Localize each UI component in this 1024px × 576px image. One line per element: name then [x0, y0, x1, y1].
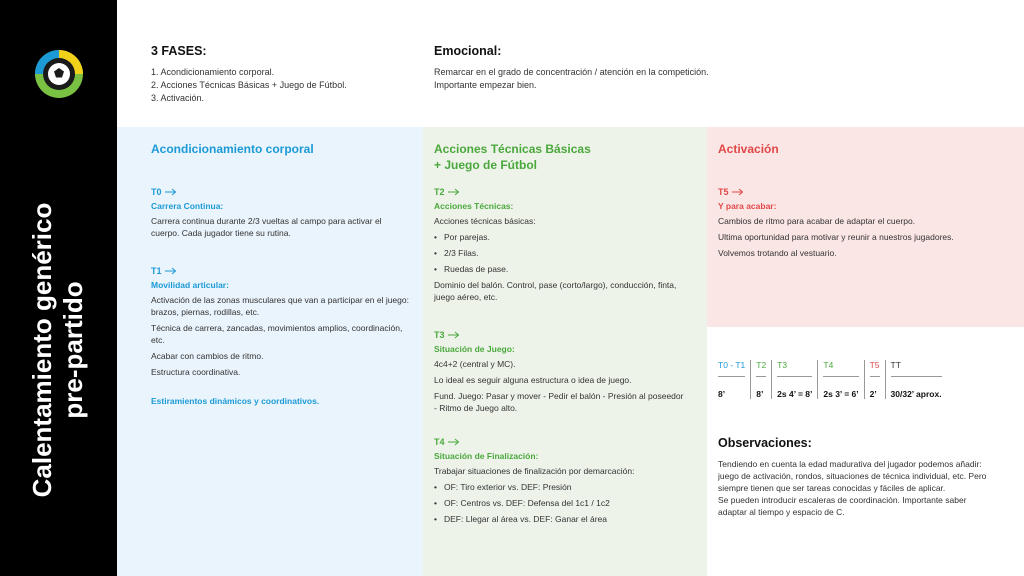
section-subtitle: Carrera Continua: [151, 201, 224, 211]
time-value: 2’ [869, 389, 877, 399]
arrow-right-icon [165, 267, 177, 275]
arrow-right-icon [165, 188, 177, 196]
section-text: Dominio del balón. Control, pase (corto/largo), conducción, finta, juego aéreo, etc. [434, 280, 677, 302]
time-header: T3 [777, 360, 812, 377]
time-column [718, 360, 750, 399]
section-text: Trabajar situaciones de finalización por demarcación: [434, 466, 635, 476]
column-title-line: + Juego de Fútbol [434, 158, 538, 172]
list-item: • DEF: Llegar al área vs. DEF: Ganar el área [434, 513, 694, 525]
observaciones-text [718, 458, 988, 518]
section-subtitle: Movilidad articular: [151, 280, 229, 290]
time-column [771, 360, 817, 399]
time-column [750, 360, 771, 399]
fases-list [151, 66, 347, 105]
tag-label: T0 [151, 187, 162, 197]
section-text: Estructura coordinativa. [151, 367, 241, 377]
tag-label: T2 [434, 187, 445, 197]
time-header: T4 [823, 360, 858, 377]
arrow-right-icon [732, 188, 744, 196]
section-subtitle: Acciones Técnicas: [434, 201, 514, 211]
bullet-list [434, 231, 684, 275]
time-column [864, 360, 885, 399]
section-subtitle: Situación de Finalización: [434, 451, 539, 461]
tag-t0 [151, 187, 409, 197]
emocional-line: Remarcar en el grado de concentración / atención en la competición. [434, 67, 709, 77]
arrow-right-icon [448, 331, 460, 339]
emocional-line: Importante empezar bien. [434, 80, 537, 90]
arrow-right-icon [448, 188, 460, 196]
section-text: Carrera continua durante 2/3 vueltas al campo para activar el cuerpo. Cada jugador tiene su rutina. [151, 216, 382, 238]
time-value: 8’ [718, 389, 726, 399]
section-text: 4c4+2 (central y MC). [434, 359, 516, 369]
section-text: Fund. Juego: Pasar y mover - Pedir el balón - Presión al poseedor - Ritmo de Juego alto. [434, 391, 684, 413]
fase-item: 3. Activación. [151, 93, 205, 103]
fase-item: 2. Acciones Técnicas Básicas + Juego de Fútbol. [151, 80, 347, 90]
time-value: 2s 4’ = 8’ [777, 389, 813, 399]
column-acondicionamiento [117, 127, 423, 576]
column-title [434, 141, 591, 173]
list-item: • OF: Centros vs. DEF: Defensa del 1c1 / 1c2 [434, 497, 694, 509]
bullet-list [434, 481, 694, 525]
list-item: • OF: Tiro exterior vs. DEF: Presión [434, 481, 694, 493]
section-text: Volvemos trotando al vestuario. [718, 248, 837, 258]
section-subtitle: Situación de Juego: [434, 344, 515, 354]
section-text: Cambios de ritmo para acabar de adaptar el cuerpo. [718, 216, 916, 226]
section-text: Ultima oportunidad para motivar y reunir a nuestros jugadores. [718, 232, 954, 242]
intro-section [117, 0, 1024, 127]
time-value: 30/32’ aprox. [890, 389, 942, 399]
column-acciones-tecnicas [423, 127, 707, 576]
column-title: Activación [718, 142, 779, 156]
section-t2 [434, 187, 684, 303]
time-header: TT [891, 360, 942, 377]
time-header: T2 [756, 360, 766, 377]
section-t0 [151, 187, 409, 239]
tag-t1 [151, 266, 409, 276]
time-value: 2s 3’ = 6’ [823, 389, 859, 399]
section-t3 [434, 330, 684, 414]
column-title: Acondicionamiento corporal [151, 142, 314, 156]
tag-label: T5 [718, 187, 729, 197]
emocional-heading: Emocional: [434, 44, 502, 58]
observaciones-paragraph: Se pueden introducir escaleras de coordinación. Importante saber adaptar al tiempo y espacio de C. [718, 495, 967, 517]
time-column [817, 360, 863, 399]
page-title [27, 190, 89, 510]
sidebar [0, 0, 117, 576]
arrow-right-icon [448, 438, 460, 446]
section-text: Lo ideal es seguir alguna estructura o idea de juego. [434, 375, 632, 385]
tag-t2 [434, 187, 684, 197]
fases-heading: 3 FASES: [151, 44, 207, 58]
time-header: T0 - T1 [718, 360, 745, 377]
page-title-line2: pre-partido [58, 281, 88, 419]
tag-label: T1 [151, 266, 162, 276]
section-text: Técnica de carrera, zancadas, movimientos amplios, coordinación, etc. [151, 323, 403, 345]
tag-t4 [434, 437, 694, 447]
observaciones-heading: Observaciones: [718, 436, 812, 450]
section-subtitle: Y para acabar: [718, 201, 777, 211]
stretch-note: Estiramientos dinámicos y coordinativos. [151, 396, 320, 406]
fase-item: 1. Acondicionamiento corporal. [151, 67, 275, 77]
column-title-line: Acciones Técnicas Básicas [434, 142, 591, 156]
section-t4 [434, 437, 694, 529]
page-title-line1: Calentamiento genérico [27, 202, 57, 498]
time-column [885, 360, 947, 399]
section-t5 [718, 187, 978, 259]
tag-t3 [434, 330, 684, 340]
time-table [718, 360, 947, 399]
list-item: • Ruedas de pase. [434, 263, 684, 275]
column-activacion [707, 127, 1024, 327]
section-text: Acciones técnicas básicas: [434, 216, 536, 226]
list-item: • 2/3 Filas. [434, 247, 684, 259]
tag-t5 [718, 187, 978, 197]
section-text: Activación de las zonas musculares que van a participar en el juego: brazos, piernas, rodillas, etc. [151, 295, 409, 317]
section-t1 [151, 266, 409, 406]
tag-label: T4 [434, 437, 445, 447]
time-value: 8’ [756, 389, 764, 399]
emocional-text [434, 66, 709, 92]
section-text: Acabar con cambios de ritmo. [151, 351, 264, 361]
tag-label: T3 [434, 330, 445, 340]
time-header: T5 [870, 360, 880, 377]
list-item: • Por parejas. [434, 231, 684, 243]
observaciones-paragraph: Tendiendo en cuenta la edad madurativa del jugador podemos añadir: juego de activación, rondos, situaciones de técnica individual, etc. Pero siempre tienen que ser tareas conocidas y fáciles de aplicar. [718, 459, 987, 493]
